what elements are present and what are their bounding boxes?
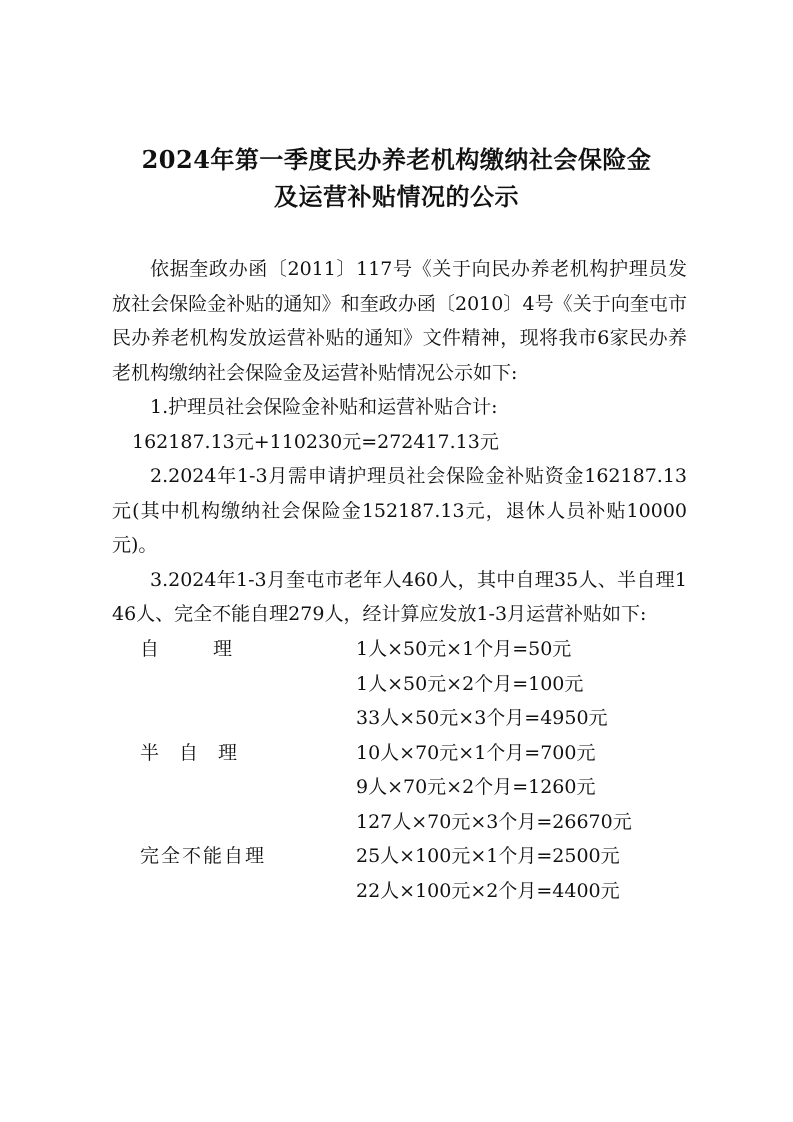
- item-1-paragraph: 1.护理员社会保险金补贴和运营补贴合计:: [150, 396, 498, 418]
- allocation-row: [140, 805, 632, 840]
- allocation-row: [140, 770, 632, 805]
- allocation-row: [140, 701, 632, 736]
- allocation-calc: 9人×70元×2个月=1260元: [356, 776, 596, 798]
- allocation-calc: 10人×70元×1个月=700元: [356, 741, 596, 764]
- item-3-paragraph: 3.2024年1-3月奎屯市老年人460人，其中自理35人、半自理146人、完全不能自理279人，经计算应发放1-3月运营补贴如下:: [112, 568, 687, 625]
- item-1-formula: 162187.13元+110230元=272417.13元: [132, 430, 499, 453]
- allocation-category: 自理: [140, 638, 287, 660]
- allocation-row: [140, 632, 632, 667]
- allocation-category-spacer: [140, 667, 356, 702]
- allocation-calc: 127人×70元×3个月=26670元: [356, 810, 632, 833]
- allocation-category-spacer: [140, 770, 356, 805]
- allocation-category-spacer: [140, 805, 356, 840]
- allocation-row: [140, 667, 632, 702]
- allocation-category-spacer: [140, 701, 356, 736]
- document-title-line-2: 及运营补贴情况的公示: [274, 182, 519, 211]
- allocation-row: [140, 736, 632, 771]
- allocation-table: [140, 632, 632, 908]
- allocation-calc: 1人×50元×1个月=50元: [356, 638, 572, 660]
- allocation-category: 完全不能自理: [140, 845, 267, 867]
- allocation-calc: 25人×100元×1个月=2500元: [356, 845, 620, 867]
- allocation-calc: 1人×50元×2个月=100元: [356, 672, 584, 695]
- allocation-category-spacer: [140, 874, 356, 909]
- document-body: [112, 252, 687, 632]
- allocation-row: [140, 839, 632, 874]
- item-2-paragraph: 2.2024年1-3月需申请护理员社会保险金补贴资金162187.13元(其中机构缴纳社会保险金152187.13元，退休人员补贴10000元)。: [112, 465, 687, 556]
- allocation-category: 半自理: [140, 741, 258, 764]
- allocation-calc: 22人×100元×2个月=4400元: [356, 879, 620, 902]
- allocation-calc: 33人×50元×3个月=4950元: [356, 707, 608, 729]
- intro-paragraph: 依据奎政办函〔2011〕117号《关于向民办养老机构护理员发放社会保险金补贴的通知》和奎政办函〔2010〕4号《关于向奎屯市民办养老机构发放运营补贴的通知》文件精神，现将我市6家民办养老机构缴纳社会保险金及运营补贴情况公示如下:: [112, 258, 687, 384]
- document-title-line-1: 2024年第一季度民办养老机构缴纳社会保险金: [141, 145, 652, 174]
- allocation-row: [140, 874, 632, 909]
